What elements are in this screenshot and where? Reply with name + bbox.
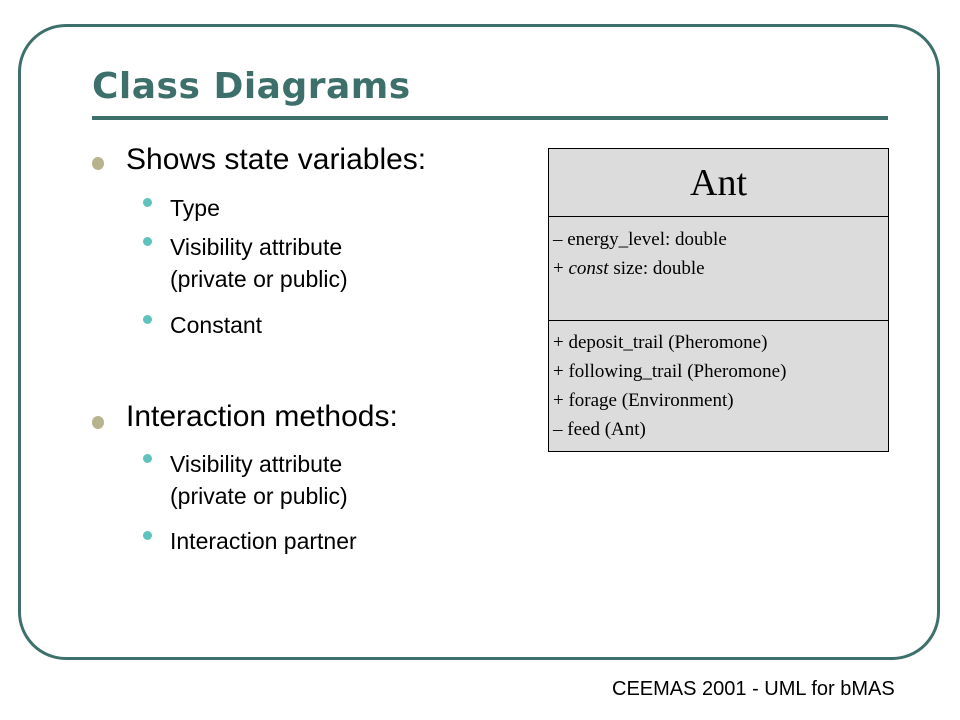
uml-operation: + forage (Environment): [553, 390, 734, 411]
bullet-dot: [143, 237, 152, 246]
uml-attribute: + const size: double: [553, 258, 705, 279]
uml-attribute: – energy_level: double: [553, 229, 727, 250]
uml-operation: + deposit_trail (Pheromone): [553, 332, 768, 353]
list-item-visibility-detail: (private or public): [170, 266, 348, 292]
list-item-interaction-partner: Interaction partner: [170, 528, 357, 554]
const-keyword: const: [568, 258, 609, 279]
uml-operation: – feed (Ant): [553, 419, 646, 440]
list-item-visibility: Visibility attribute: [170, 234, 343, 260]
bullet-dot: [92, 157, 104, 170]
bullet-dot: [143, 454, 152, 463]
bullet-dot: [143, 531, 152, 540]
bullet-dot: [143, 315, 152, 324]
list-item-visibility: Visibility attribute: [170, 451, 343, 477]
uml-class-name: Ant: [549, 149, 888, 217]
section-heading-state-variables: Shows state variables:: [126, 143, 427, 176]
slide-title: Class Diagrams: [92, 66, 411, 107]
title-underline: [92, 116, 888, 120]
section-heading-interaction-methods: Interaction methods:: [126, 400, 398, 433]
uml-class-box: [548, 148, 889, 452]
bullet-dot: [143, 198, 152, 207]
bullet-dot: [92, 416, 104, 429]
uml-attributes-compartment: [549, 217, 888, 321]
uml-operation: + following_trail (Pheromone): [553, 361, 787, 382]
uml-operations-compartment: [549, 321, 888, 451]
list-item-type: Type: [170, 195, 220, 221]
list-item-constant: Constant: [170, 312, 263, 338]
slide-footer: CEEMAS 2001 - UML for bMAS: [612, 678, 895, 700]
list-item-visibility-detail: (private or public): [170, 483, 348, 509]
